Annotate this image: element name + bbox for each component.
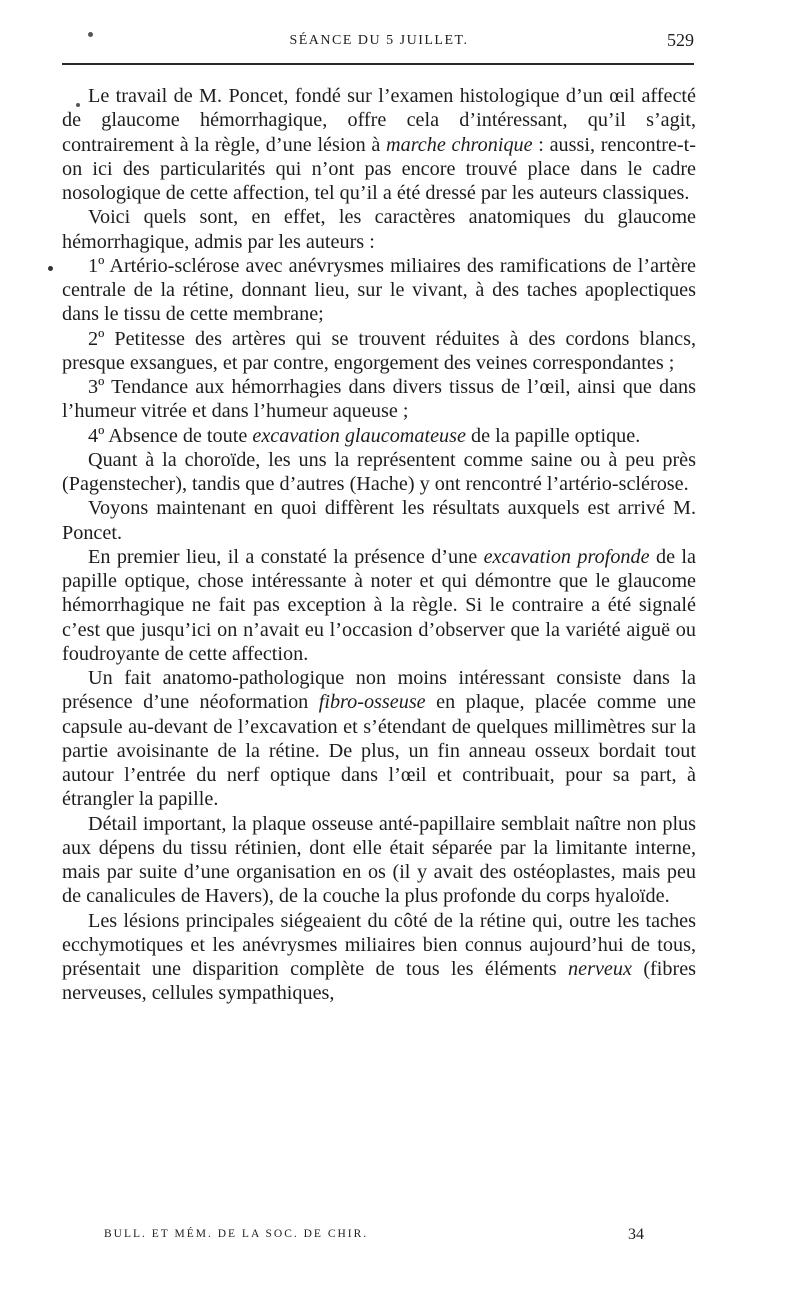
italic-text: marche chronique <box>386 133 533 156</box>
running-title: SÉANCE DU 5 JUILLET. <box>289 33 469 48</box>
paragraph <box>62 205 696 254</box>
signature-mark: 34 <box>628 1226 644 1243</box>
page-footer <box>104 1226 644 1248</box>
journal-footer: BULL. ET MÉM. DE LA SOC. DE CHIR. <box>104 1228 369 1240</box>
paragraph <box>62 448 696 497</box>
text-run: 1º Artério-sclérose avec anévrysmes miliaires des ramifications de l’artère centrale de la rétine, donnant lieu, sur le vivant, à des taches apoplectiques dans le tissu de cette membrane; <box>62 254 696 326</box>
text-run: : aussi, rencontre-t-on ici des particularités qui n’ont pas encore trouvé place dans le cadre nosologique de cette affection, tel qu’il a été dressé par les auteurs classiques. <box>62 133 696 204</box>
paragraph <box>62 84 696 205</box>
text-run: Quant à la choroïde, les uns la représentent comme saine ou à peu près (Pagenstecher), tandis que d’autres (Hache) y ont rencontré l’artério-sclérose. <box>62 448 696 495</box>
paragraph <box>62 666 696 812</box>
header-rule <box>62 63 694 65</box>
text-run: en plaque, placée comme une capsule au-devant de l’excavation et s’étendant de quelques millimètres sur la partie avoisinante de la rétine. De plus, un fin anneau osseux bordait tout autour l’entrée du nerf optique dans l’œil et contribuait, pour sa part, à étrangler la papille. <box>62 691 697 811</box>
italic-text: excavation profonde <box>483 545 650 568</box>
paragraph <box>62 254 696 327</box>
text-run: Détail important, la plaque osseuse anté-papillaire semblait naître non plus aux dépens du tissu rétinien, dont elle était séparée par la limitante interne, mais par suite d’une organisation en os (il y avait des ostéoplastes, mais peu de canalicules de Havers), de la couche la plus profonde du corps hyaloïde. <box>62 812 696 908</box>
text-run: En premier lieu, il a constaté la présence d’une <box>88 545 484 568</box>
ink-speck <box>88 32 93 37</box>
italic-text: excavation glaucomateuse <box>252 424 466 447</box>
ink-speck <box>76 103 80 107</box>
page-number: 529 <box>667 30 694 50</box>
paragraph <box>62 327 696 376</box>
ink-speck <box>48 266 53 271</box>
text-run: de la papille optique. <box>465 424 641 447</box>
paragraph <box>62 909 696 1006</box>
paragraph <box>62 496 696 545</box>
body-text <box>62 84 696 1006</box>
text-run: Voyons maintenant en quoi diffèrent les résultats auxquels est arrivé M. Poncet. <box>62 497 696 544</box>
paragraph <box>62 424 696 448</box>
text-run: de la papille optique, chose intéressante à noter et qui démontre que le glaucome hémorrhagique ne fait pas exception à la règle. Si le contraire a été signalé c’est que jusqu’ici on n’avait eu l’occasion d’observer que la variété aiguë ou foudroyante de cette affection. <box>62 545 697 665</box>
italic-text: nerveux <box>568 958 632 980</box>
italic-text: fibro-osseuse <box>318 691 426 714</box>
text-run: (fibres nerveuses, cellules sympathiques, <box>62 958 697 1005</box>
text-run: Un fait anatomo-pathologique non moins intéressant consiste dans la présence d’une néoformation <box>62 667 696 714</box>
page-header <box>64 27 694 57</box>
text-run: 2º Petitesse des artères qui se trouvent réduites à des cordons blancs, presque exsangues, et par contre, engorgement des veines correspondantes ; <box>62 327 696 374</box>
text-run: Les lésions principales siégeaient du côté de la rétine qui, outre les taches ecchymotiques et les anévrysmes miliaires bien connus aujourd’hui de tous, présentait une disparition complète de tous les éléments <box>62 909 696 980</box>
text-run: 3º Tendance aux hémorrhagies dans divers tissus de l’œil, ainsi que dans l’humeur vitrée et dans l’humeur aqueuse ; <box>62 376 696 423</box>
paragraph <box>62 375 696 424</box>
text-run: Le travail de M. Poncet, fondé sur l’examen histologique d’un œil affecté de glaucome hémorrhagique, offre cela d’intéressant, qu’il s’agit, contrairement à la règle, d’une lésion à <box>62 85 696 156</box>
text-run: 4º Absence de toute <box>88 424 253 447</box>
paragraph <box>62 545 696 666</box>
paragraph <box>62 812 696 909</box>
text-run: Voici quels sont, en effet, les caractères anatomiques du glaucome hémorrhagique, admis par les auteurs : <box>62 206 696 253</box>
